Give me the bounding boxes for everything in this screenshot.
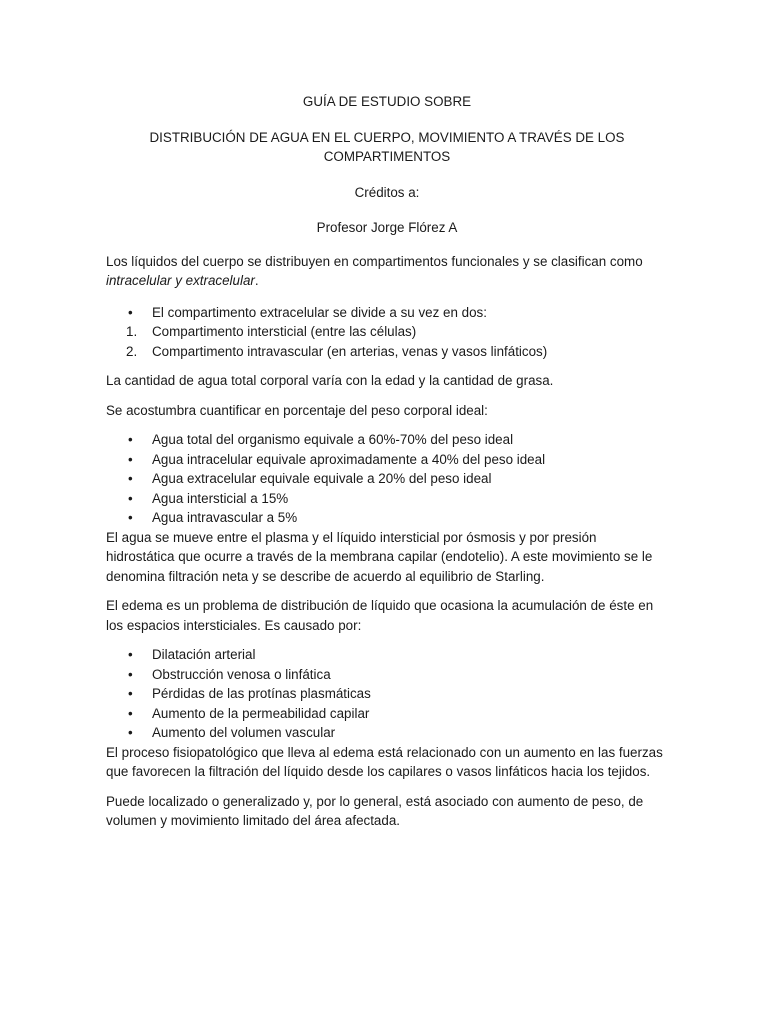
list-item xyxy=(106,342,668,362)
bullet-marker: • xyxy=(128,490,133,506)
extracelular-section xyxy=(106,303,668,362)
intro-end: . xyxy=(254,273,259,288)
list-item-text: Compartimento intersticial (entre las células) xyxy=(152,324,417,339)
list-item xyxy=(106,723,668,743)
intro-italic: intracelular y extracelular xyxy=(106,273,255,288)
list-item xyxy=(106,645,668,665)
list-item-text: Aumento de la permeabilidad capilar xyxy=(152,705,370,721)
edema-paragraph: El edema es un problema de distribución de líquido que ocasiona la acumulación de éste en los espacios intersticiales. Es causado por: xyxy=(106,598,654,633)
bullet-marker: • xyxy=(128,705,133,721)
list-item-text: Agua extracelular equivale equivale a 20% del peso ideal xyxy=(152,471,492,486)
list-item-text: Obstrucción venosa o linfática xyxy=(152,666,331,682)
porcentajes-list xyxy=(106,430,668,528)
list-item xyxy=(106,665,668,685)
list-item xyxy=(106,322,668,342)
bullet-marker: • xyxy=(128,510,133,525)
localizado-paragraph: Puede localizado o generalizado y, por lo general, está asociado con aumento de peso, de volumen y movimiento limitado del área afectada. xyxy=(106,793,644,828)
list-item-text: Pérdidas de las protínas plasmáticas xyxy=(152,686,371,701)
intro-paragraph xyxy=(106,252,668,291)
document-title: GUÍA DE ESTUDIO SOBRE xyxy=(302,94,472,109)
bullet-marker: • xyxy=(128,686,133,701)
bullet-marker: • xyxy=(128,666,133,682)
list-item xyxy=(106,489,668,509)
bullet-marker: • xyxy=(128,647,133,662)
porcentaje-paragraph: Se acostumbra cuantificar en porcentaje del peso corporal ideal: xyxy=(106,402,488,418)
intro-text: Los líquidos del cuerpo se distribuyen en compartimentos funcionales y se clasifican como xyxy=(106,253,643,269)
list-item xyxy=(106,430,668,450)
list-item-text: Agua intersticial a 15% xyxy=(152,490,289,506)
extracelular-numbered-list xyxy=(106,322,668,361)
bullet-marker: • xyxy=(128,725,133,740)
list-item xyxy=(106,303,668,323)
extracelular-bullet-list xyxy=(106,303,668,323)
bullet-marker: • xyxy=(128,432,133,447)
list-item-text: Agua intravascular a 5% xyxy=(152,510,298,525)
bullet-marker: • xyxy=(128,304,133,320)
list-item xyxy=(106,469,668,489)
list-item-text: Agua intracelular equivale aproximadamente a 40% del peso ideal xyxy=(152,451,546,467)
author-name: Profesor Jorge Flórez A xyxy=(316,220,458,235)
bullet-marker: • xyxy=(128,471,133,486)
bullet-marker: • xyxy=(128,451,133,467)
list-item xyxy=(106,684,668,704)
credits-label: Créditos a: xyxy=(354,184,420,200)
agua-paragraph: El agua se mueve entre el plasma y el líquido intersticial por ósmosis y por presión hidrostática que ocurre a través de la membrana capilar (endotelio). A este movimiento se le denomina filtración neta y se describe de acuerdo al equilibrio de Starling. xyxy=(106,529,653,584)
document-subtitle: DISTRIBUCIÓN DE AGUA EN EL CUERPO, MOVIMIENTO A TRAVÉS DE LOS COMPARTIMENTOS xyxy=(149,129,625,164)
number-marker: 2. xyxy=(126,343,138,359)
list-item xyxy=(106,508,668,528)
causas-list xyxy=(106,645,668,743)
proceso-paragraph: El proceso fisiopatológico que lleva al edema está relacionado con un aumento en las fuerzas que favorecen la filtración del líquido desde los capilares o vasos linfáticos hacia los tejidos. xyxy=(106,744,663,779)
list-item-text: Dilatación arterial xyxy=(152,647,256,662)
cantidad-paragraph: La cantidad de agua total corporal varía con la edad y la cantidad de grasa. xyxy=(106,373,554,388)
list-item xyxy=(106,704,668,724)
list-item-text: Agua total del organismo equivale a 60%-70% del peso ideal xyxy=(152,432,514,447)
list-item xyxy=(106,450,668,470)
number-marker: 1. xyxy=(126,324,138,339)
list-item-text: Compartimento intravascular (en arterias, venas y vasos linfáticos) xyxy=(152,343,548,359)
list-item-text: El compartimento extracelular se divide a su vez en dos: xyxy=(152,304,487,320)
list-item-text: Aumento del volumen vascular xyxy=(152,725,336,740)
